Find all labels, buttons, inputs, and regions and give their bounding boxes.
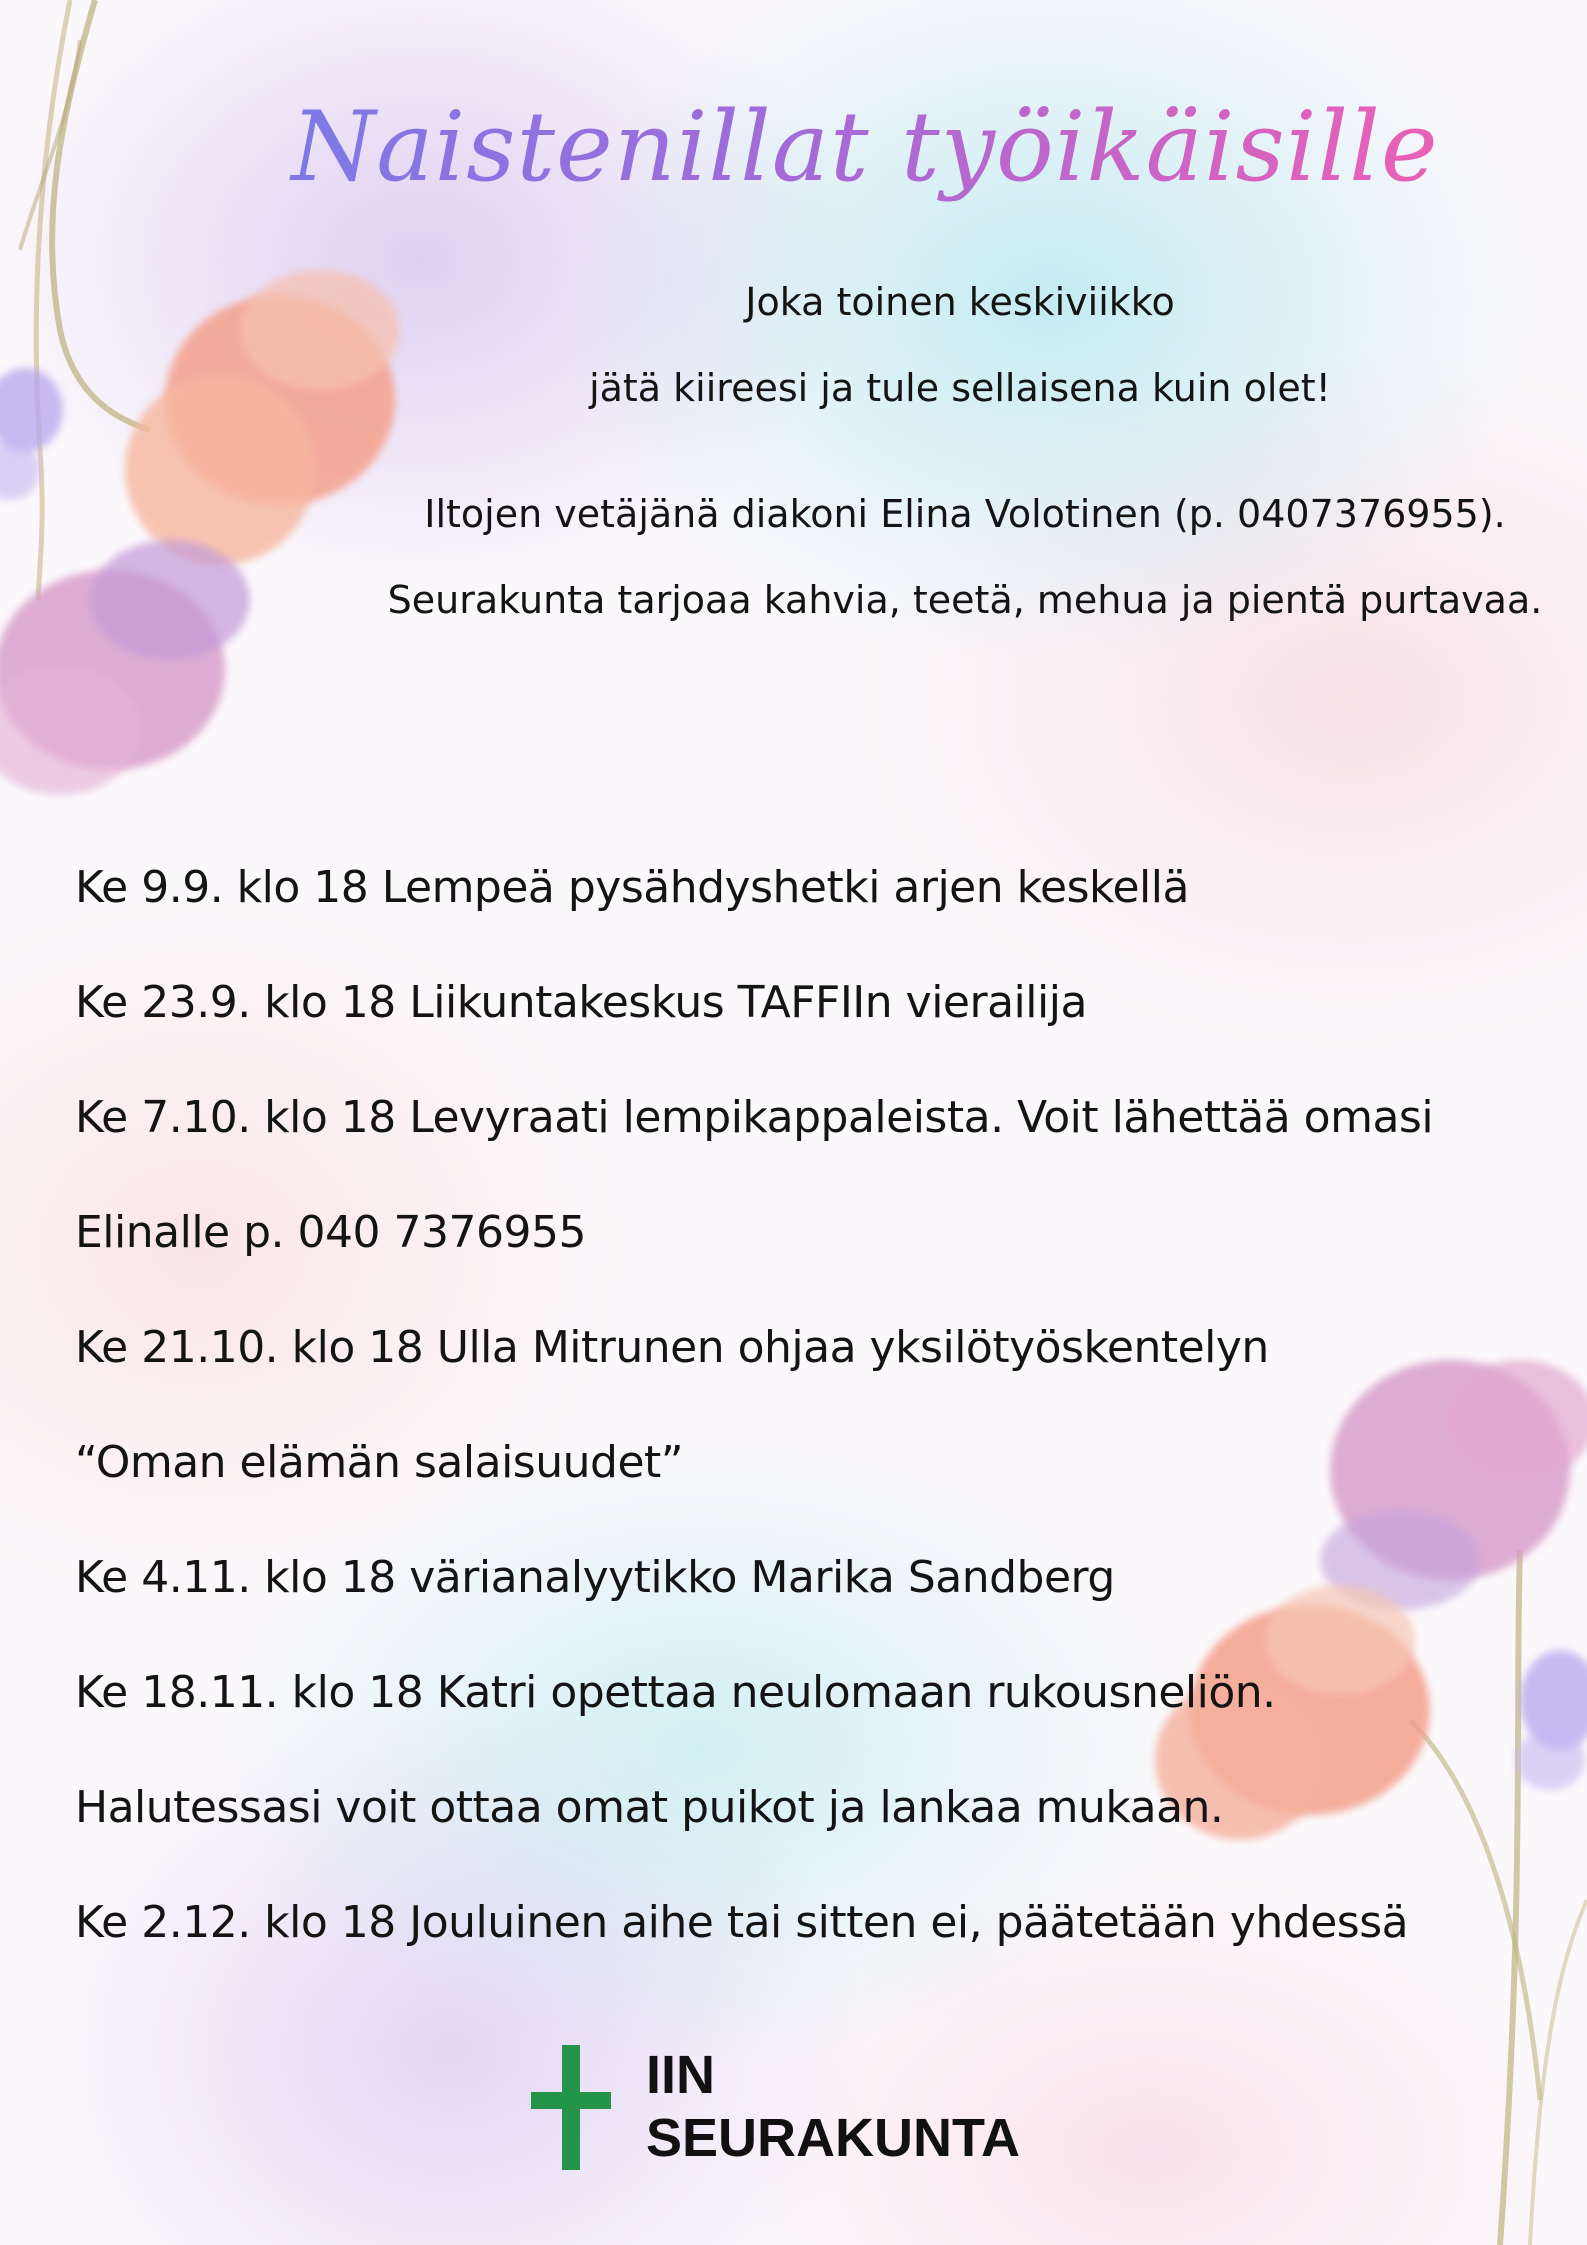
event-line-2: Ke 23.9. klo 18 Liikuntakeskus TAFFIIn vierailija xyxy=(75,977,1087,1028)
event-line-3: Ke 7.10. klo 18 Levyraati lempikappaleista. Voit lähettää omasi xyxy=(75,1092,1434,1143)
intro-line-2: jätä kiireesi ja tule sellaisena kuin olet! xyxy=(589,366,1331,410)
event-line-10: Ke 2.12. klo 18 Jouluinen aihe tai sitten ei, päätetään yhdessä xyxy=(75,1897,1409,1948)
intro-line-1: Joka toinen keskiviikko xyxy=(745,280,1175,324)
page-title: Naistenillat työikäisille xyxy=(250,52,1480,242)
intro-line-3: Iltojen vetäjänä diakoni Elina Volotinen (p. 0407376955). xyxy=(424,492,1506,536)
event-line-4: Elinalle p. 040 7376955 xyxy=(75,1207,586,1258)
event-line-6: “Oman elämän salaisuudet” xyxy=(75,1437,684,1488)
event-line-9: Halutessasi voit ottaa omat puikot ja lankaa mukaan. xyxy=(75,1782,1224,1833)
intro-line-4: Seurakunta tarjoaa kahvia, teetä, mehua ja pientä purtavaa. xyxy=(387,578,1543,622)
event-line-1: Ke 9.9. klo 18 Lempeä pysähdyshetki arjen keskellä xyxy=(75,862,1189,913)
event-line-5: Ke 21.10. klo 18 Ulla Mitrunen ohjaa yksilötyöskentelyn xyxy=(75,1322,1269,1373)
cross-icon-bar xyxy=(531,2092,611,2109)
event-line-8: Ke 18.11. klo 18 Katri opettaa neulomaan rukousneliön. xyxy=(75,1667,1276,1718)
logo-line-2: SEURAKUNTA xyxy=(646,2108,1020,2168)
parish-logo xyxy=(528,2040,1068,2180)
logo-line-1: IIN xyxy=(646,2045,716,2105)
event-line-7: Ke 4.11. klo 18 värianalyytikko Marika Sandberg xyxy=(75,1552,1115,1603)
